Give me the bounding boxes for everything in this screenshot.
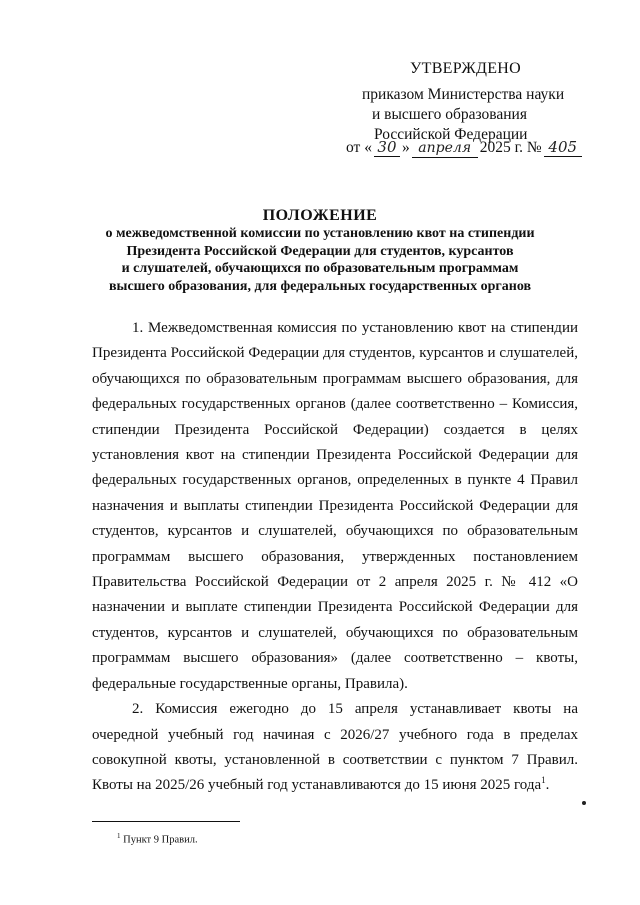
subtitle-line-4: высшего образования, для федеральных государственных органов <box>108 278 532 294</box>
footnote-mark: 1 <box>117 832 121 840</box>
subtitle-line-3: и слушателей, обучающихся по образовательным программам <box>121 261 519 276</box>
document-body <box>92 316 578 799</box>
footnote-reference[interactable]: 1 <box>541 775 546 786</box>
date-prefix: от « <box>346 139 372 156</box>
paragraph-1: 1. Межведомственная комиссия по установлению квот на стипендии Президента Российской Федерации для студентов, курсантов и слушателей, обучающихся по образовательным программам высшего образования, для федеральных государственных органов (далее соответственно – Комиссия, стипендии Президента Российской Федерации) создается в целях установления квот на стипендии Президента Российской Федерации для федеральных государственных органов, определенных в пункте 4 Правил назначения и выплаты стипендии Президента Российской Федерации для студентов, курсантов и слушателей, обучающихся по образовательным программам высшего образования, утвержденных постановлением Правительства Российской Федерации от 2 апреля 2025 г. № 412 «О назначении и выплате стипендии Президента Российской Федерации для студентов, курсантов и слушателей, обучающихся по образовательным программам высшего образования» (далее соответственно – квоты, федеральные государственные органы, Правила). <box>92 320 578 692</box>
paragraph-2-end: . <box>545 777 550 794</box>
scan-speck <box>582 801 586 805</box>
document-title-block <box>60 207 580 295</box>
handwritten-day: 30 <box>374 138 400 157</box>
footnote <box>117 832 198 846</box>
paragraph-2-text: 2. Комиссия ежегодно до 15 апреля устанавливает квоты на очередной учебный год начиная с 2026/27 учебного года в пределах совокупной квоты, установленной в соответствии с пунктом 7 Правил. Квоты на 2025/26 учебный год устанавливаются до 15 июня 2025 года <box>92 701 578 794</box>
footnote-text: Пункт 9 Правил. <box>120 834 198 846</box>
approval-line-3: Российской Федерации <box>374 126 528 143</box>
handwritten-month: апреля <box>412 139 478 158</box>
approval-date-line <box>346 138 582 158</box>
paragraph-2 <box>92 697 578 799</box>
year-text: 2025 г. № <box>479 139 542 156</box>
approval-line-1: приказом Министерства науки <box>362 86 565 103</box>
footnote-divider <box>92 821 240 822</box>
approval-line-2: и высшего образования <box>372 106 527 123</box>
approved-title: УТВЕРЖДЕНО <box>410 60 522 77</box>
subtitle-line-1: о межведомственной комиссии по установлению квот на стипендии <box>105 226 535 241</box>
date-mid: » <box>401 139 410 156</box>
document-heading: ПОЛОЖЕНИЕ <box>262 207 378 224</box>
subtitle-line-2: Президента Российской Федерации для студентов, курсантов <box>126 243 514 259</box>
handwritten-order-number: 405 <box>544 138 582 157</box>
